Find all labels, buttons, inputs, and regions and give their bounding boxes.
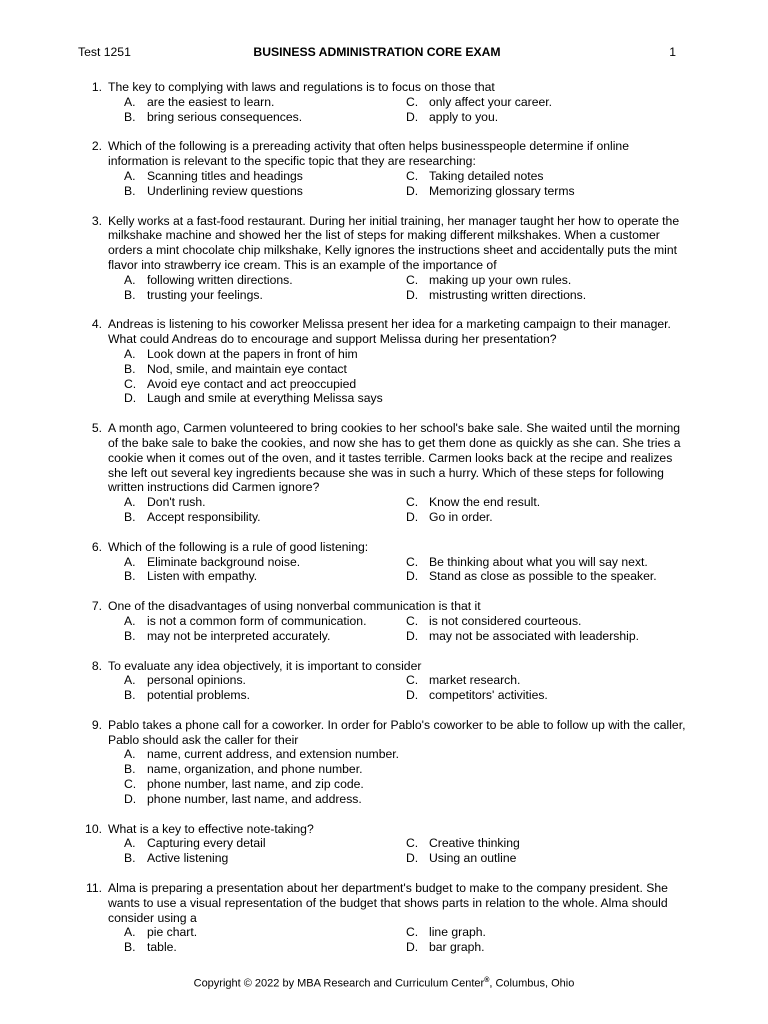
option-text: personal opinions. bbox=[147, 673, 246, 688]
option-text: competitors' activities. bbox=[429, 688, 548, 703]
option-letter: C. bbox=[124, 777, 137, 792]
option-letter: D. bbox=[406, 109, 419, 124]
answer-options bbox=[124, 836, 686, 866]
question-text: The key to complying with laws and regulations is to focus on those that bbox=[108, 80, 495, 94]
question-stem bbox=[74, 80, 686, 95]
answer-option bbox=[124, 614, 406, 629]
option-text: bar graph. bbox=[429, 940, 485, 955]
question-text: Pablo takes a phone call for a coworker. In order for Pablo's coworker to be able to follow up with the caller, Pablo should ask the caller for their bbox=[108, 717, 686, 747]
question-stem bbox=[74, 214, 686, 273]
option-text: following written directions. bbox=[147, 272, 293, 287]
answer-option bbox=[124, 362, 688, 377]
option-letter: B. bbox=[124, 361, 136, 376]
option-letter: D. bbox=[406, 628, 419, 643]
option-letter: B. bbox=[124, 569, 136, 584]
option-text: Laugh and smile at everything Melissa says bbox=[147, 391, 383, 406]
answer-option bbox=[124, 762, 688, 777]
option-letter: B. bbox=[124, 509, 136, 524]
option-text: may not be associated with leadership. bbox=[429, 628, 640, 643]
option-letter: A. bbox=[124, 673, 136, 688]
option-text: Capturing every detail bbox=[147, 836, 266, 851]
option-text: is not considered courteous. bbox=[429, 613, 582, 628]
question-number: 4. bbox=[91, 317, 102, 332]
question-list bbox=[74, 80, 686, 970]
question-item bbox=[74, 822, 686, 866]
option-text: Accept responsibility. bbox=[147, 509, 261, 524]
answer-options bbox=[124, 614, 686, 644]
question-text: To evaluate any idea objectively, it is important to consider bbox=[108, 658, 422, 673]
question-stem bbox=[74, 659, 686, 674]
option-letter: C. bbox=[406, 495, 419, 510]
answer-option bbox=[124, 110, 406, 125]
question-number: 8. bbox=[91, 658, 102, 673]
option-text: name, current address, and extension number. bbox=[147, 747, 400, 762]
option-letter: C. bbox=[406, 94, 419, 109]
answer-option bbox=[124, 836, 406, 851]
answer-option bbox=[124, 569, 406, 584]
option-text: only affect your career. bbox=[429, 94, 553, 109]
option-letter: C. bbox=[124, 376, 137, 391]
answer-option bbox=[406, 110, 688, 125]
question-number: 6. bbox=[91, 539, 102, 554]
question-stem bbox=[74, 421, 686, 495]
answer-options bbox=[124, 925, 686, 955]
question-stem bbox=[74, 317, 686, 347]
question-text: Which of the following is a prereading activity that often helps businesspeople determine if online information is relevant to the specific topic that they are researching: bbox=[108, 139, 629, 169]
answer-options bbox=[124, 273, 686, 303]
option-letter: A. bbox=[124, 554, 136, 569]
option-text: mistrusting written directions. bbox=[429, 287, 587, 302]
option-text: Nod, smile, and maintain eye contact bbox=[147, 361, 347, 376]
copyright-location: , Columbus, Ohio bbox=[489, 977, 575, 990]
option-letter: D. bbox=[406, 509, 419, 524]
page-number: 1 bbox=[669, 45, 676, 59]
answer-option bbox=[406, 851, 688, 866]
option-letter: B. bbox=[124, 287, 136, 302]
option-text: making up your own rules. bbox=[429, 272, 572, 287]
option-letter: B. bbox=[124, 940, 136, 955]
question-item bbox=[74, 421, 686, 525]
answer-option bbox=[124, 925, 406, 940]
question-item bbox=[74, 139, 686, 198]
question-number: 1. bbox=[91, 80, 102, 94]
test-number: Test 1251 bbox=[78, 45, 131, 59]
option-letter: A. bbox=[124, 747, 136, 762]
option-letter: C. bbox=[406, 554, 419, 569]
option-text: Avoid eye contact and act preoccupied bbox=[147, 376, 357, 391]
answer-option bbox=[124, 777, 688, 792]
option-text: apply to you. bbox=[429, 109, 499, 124]
answer-option bbox=[406, 273, 688, 288]
option-letter: B. bbox=[124, 628, 136, 643]
option-letter: B. bbox=[124, 851, 136, 866]
answer-option bbox=[406, 688, 688, 703]
option-letter: B. bbox=[124, 762, 136, 777]
option-letter: D. bbox=[406, 688, 419, 703]
option-text: bring serious consequences. bbox=[147, 109, 303, 124]
option-text: is not a common form of communication. bbox=[147, 613, 367, 628]
answer-options bbox=[124, 747, 686, 806]
answer-option bbox=[406, 569, 688, 584]
option-text: Stand as close as possible to the speaker. bbox=[429, 569, 657, 584]
question-item bbox=[74, 214, 686, 303]
option-text: Be thinking about what you will say next. bbox=[429, 554, 648, 569]
option-letter: C. bbox=[406, 272, 419, 287]
question-item bbox=[74, 659, 686, 703]
option-text: Go in order. bbox=[429, 509, 493, 524]
question-item bbox=[74, 599, 686, 643]
question-text: What is a key to effective note-taking? bbox=[108, 821, 314, 836]
answer-options bbox=[124, 347, 686, 406]
option-letter: C. bbox=[406, 613, 419, 628]
option-letter: D. bbox=[406, 940, 419, 955]
option-letter: D. bbox=[406, 183, 419, 198]
answer-option bbox=[406, 629, 688, 644]
option-text: Don't rush. bbox=[147, 495, 206, 510]
answer-option bbox=[124, 940, 406, 955]
option-letter: A. bbox=[124, 94, 136, 109]
option-text: Taking detailed notes bbox=[429, 168, 544, 183]
answer-option bbox=[124, 273, 406, 288]
question-stem bbox=[74, 540, 686, 555]
option-text: may not be interpreted accurately. bbox=[147, 628, 331, 643]
option-letter: A. bbox=[124, 613, 136, 628]
question-text: A month ago, Carmen volunteered to bring cookies to her school's bake sale. She waited until the morning of the bake sale to bake the cookies, and now she has to get them done as quickly as she can. She tries a cookie when it comes out of the oven, and it tastes terrible. Carmen looks back at the recipe and realizes she left out several key ingredients because she was in such a hurry. Which of these steps for following written instructions did Carmen ignore? bbox=[108, 421, 681, 495]
answer-option bbox=[124, 688, 406, 703]
option-letter: D. bbox=[124, 791, 137, 806]
answer-option bbox=[124, 747, 688, 762]
answer-option bbox=[124, 95, 406, 110]
answer-option bbox=[124, 495, 406, 510]
answer-option bbox=[124, 377, 688, 392]
answer-options bbox=[124, 555, 686, 585]
answer-option bbox=[406, 288, 688, 303]
option-text: phone number, last name, and zip code. bbox=[147, 777, 364, 792]
question-number: 9. bbox=[91, 717, 102, 732]
question-item bbox=[74, 718, 686, 807]
option-text: Active listening bbox=[147, 851, 229, 866]
answer-options bbox=[124, 169, 686, 199]
question-number: 3. bbox=[91, 213, 102, 228]
option-text: Eliminate background noise. bbox=[147, 554, 301, 569]
answer-options bbox=[124, 95, 686, 125]
answer-option bbox=[124, 792, 688, 807]
answer-option bbox=[124, 851, 406, 866]
answer-option bbox=[124, 184, 406, 199]
option-text: trusting your feelings. bbox=[147, 287, 263, 302]
answer-option bbox=[124, 391, 688, 406]
option-letter: D. bbox=[124, 391, 137, 406]
question-stem bbox=[74, 881, 686, 925]
answer-option bbox=[124, 510, 406, 525]
option-letter: A. bbox=[124, 346, 136, 361]
option-letter: D. bbox=[406, 569, 419, 584]
question-number: 11. bbox=[85, 881, 102, 896]
question-stem bbox=[74, 718, 686, 748]
question-number: 5. bbox=[91, 421, 102, 436]
question-stem bbox=[74, 822, 686, 837]
answer-option bbox=[406, 940, 688, 955]
answer-option bbox=[406, 614, 688, 629]
answer-option bbox=[406, 169, 688, 184]
question-item bbox=[74, 881, 686, 955]
question-stem bbox=[74, 139, 686, 169]
option-text: are the easiest to learn. bbox=[147, 94, 275, 109]
option-text: Memorizing glossary terms bbox=[429, 183, 575, 198]
answer-option bbox=[406, 836, 688, 851]
option-text: pie chart. bbox=[147, 925, 198, 940]
option-letter: B. bbox=[124, 688, 136, 703]
option-text: Know the end result. bbox=[429, 495, 541, 510]
question-number: 10. bbox=[85, 821, 102, 836]
option-text: Underlining review questions bbox=[147, 183, 303, 198]
question-text: Kelly works at a fast-food restaurant. During her initial training, her manager taught her how to operate the milkshake machine and showed her the list of steps for making different milkshakes. When a customer orders a mint chocolate chip milkshake, Kelly ignores the instructions sheet and accidentally puts the mint flavor into strawberry ice cream. This is an example of the importance of bbox=[108, 213, 680, 272]
question-number: 7. bbox=[91, 599, 102, 614]
question-item bbox=[74, 317, 686, 406]
answer-option bbox=[124, 169, 406, 184]
question-text: Andreas is listening to his coworker Melissa present her idea for a marketing campaign to their manager. What could Andreas do to encourage and support Melissa during her presentation? bbox=[108, 317, 671, 347]
answer-option bbox=[406, 184, 688, 199]
option-letter: A. bbox=[124, 495, 136, 510]
exam-title: BUSINESS ADMINISTRATION CORE EXAM bbox=[253, 45, 501, 59]
option-letter: C. bbox=[406, 673, 419, 688]
option-letter: A. bbox=[124, 168, 136, 183]
answer-option bbox=[124, 288, 406, 303]
option-text: Listen with empathy. bbox=[147, 569, 258, 584]
answer-option bbox=[406, 510, 688, 525]
page-header bbox=[78, 45, 676, 61]
answer-option bbox=[124, 555, 406, 570]
option-text: line graph. bbox=[429, 925, 486, 940]
question-item bbox=[74, 80, 686, 124]
answer-option bbox=[124, 673, 406, 688]
answer-options bbox=[124, 495, 686, 525]
option-letter: B. bbox=[124, 183, 136, 198]
option-letter: B. bbox=[124, 109, 136, 124]
option-letter: A. bbox=[124, 925, 136, 940]
question-text: Which of the following is a rule of good listening: bbox=[108, 539, 369, 554]
option-letter: A. bbox=[124, 272, 136, 287]
option-text: phone number, last name, and address. bbox=[147, 791, 362, 806]
question-item bbox=[74, 540, 686, 584]
answer-option bbox=[124, 629, 406, 644]
option-text: Scanning titles and headings bbox=[147, 168, 303, 183]
answer-option bbox=[406, 673, 688, 688]
copyright-footer bbox=[0, 977, 768, 990]
option-text: Using an outline bbox=[429, 851, 517, 866]
question-number: 2. bbox=[91, 139, 102, 154]
option-text: Look down at the papers in front of him bbox=[147, 346, 358, 361]
option-letter: C. bbox=[406, 836, 419, 851]
option-letter: A. bbox=[124, 836, 136, 851]
answer-options bbox=[124, 673, 686, 703]
question-stem bbox=[74, 599, 686, 614]
option-letter: C. bbox=[406, 168, 419, 183]
answer-option bbox=[124, 347, 688, 362]
answer-option bbox=[406, 925, 688, 940]
question-text: Alma is preparing a presentation about her department's budget to make to the company president. She wants to use a visual representation of the budget that shows parts in relation to the whole. Alma should consider using a bbox=[108, 881, 668, 925]
answer-option bbox=[406, 95, 688, 110]
option-letter: C. bbox=[406, 925, 419, 940]
registered-mark: ® bbox=[484, 977, 490, 984]
question-text: One of the disadvantages of using nonverbal communication is that it bbox=[108, 599, 481, 614]
option-letter: D. bbox=[406, 851, 419, 866]
option-text: potential problems. bbox=[147, 688, 250, 703]
option-text: market research. bbox=[429, 673, 521, 688]
option-text: Creative thinking bbox=[429, 836, 520, 851]
option-text: name, organization, and phone number. bbox=[147, 762, 363, 777]
answer-option bbox=[406, 495, 688, 510]
answer-option bbox=[406, 555, 688, 570]
option-text: table. bbox=[147, 940, 177, 955]
option-letter: D. bbox=[406, 287, 419, 302]
copyright-text: Copyright © 2022 by MBA Research and Curriculum Center bbox=[193, 977, 485, 990]
